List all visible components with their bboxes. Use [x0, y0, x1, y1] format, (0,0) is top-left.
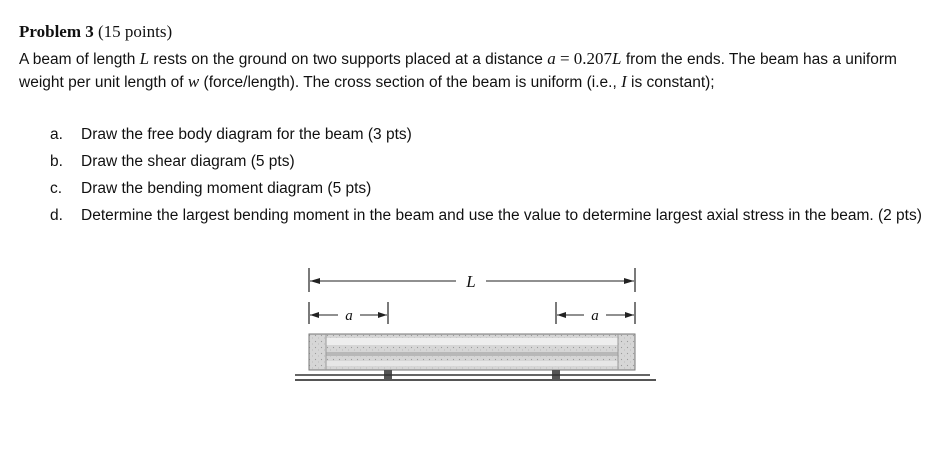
label-a-left: a [345, 308, 353, 324]
dimension-a-left [309, 302, 388, 324]
beam-highlight-bottom [326, 361, 618, 366]
task-marker: b. [50, 153, 63, 170]
task-marker: c. [50, 180, 63, 197]
problem-title [19, 22, 172, 42]
beam [309, 334, 635, 370]
statement-text-5: is constant); [626, 74, 715, 91]
beam-highlight-top [326, 338, 618, 345]
dimension-L [309, 268, 635, 292]
task-item-c [50, 175, 940, 202]
problem-statement [19, 48, 937, 94]
statement-text-2: rests on the ground on two supports placed at a distance [149, 51, 548, 68]
statement-text-3: from the ends. The beam has a uniform weight per unit length of [19, 51, 897, 91]
var-w: w [187, 72, 200, 91]
task-text: Draw the free body diagram for the beam (3 pts) [81, 126, 412, 143]
arrowhead-right [624, 278, 634, 284]
task-text: Draw the shear diagram (5 pts) [81, 153, 295, 170]
label-a-right: a [591, 308, 599, 324]
equation-value: = 0.207 [555, 49, 613, 68]
task-item-d [50, 202, 940, 229]
problem-heading: Problem 3 [19, 22, 94, 41]
beam-figure [290, 262, 662, 394]
task-marker: a. [50, 126, 63, 143]
arrowhead-a-right-1 [557, 312, 566, 318]
task-marker: d. [50, 207, 63, 224]
arrowhead-a-left-2 [378, 312, 387, 318]
statement-text-4: (force/length). The cross section of the beam is uniform (i.e., [199, 74, 622, 91]
arrowhead-a-left-1 [310, 312, 319, 318]
task-text: Draw the bending moment diagram (5 pts) [81, 180, 372, 197]
var-L-2: L [612, 49, 622, 68]
task-text: Determine the largest bending moment in the beam and use the value to determine largest axial stress in the beam. (2 pts) [81, 207, 922, 224]
var-L: L [139, 49, 150, 68]
arrowhead-left [310, 278, 320, 284]
arrowhead-a-right-2 [625, 312, 634, 318]
task-item-b [50, 148, 940, 175]
task-item-a [50, 121, 940, 148]
var-I: I [621, 72, 627, 91]
statement-text-1: A beam of length [19, 51, 140, 68]
problem-points: (15 points) [98, 22, 173, 41]
task-list [50, 121, 940, 229]
var-a: a [547, 49, 556, 68]
label-L: L [466, 272, 476, 291]
beam-stripe-middle [326, 352, 618, 356]
dimension-a-right [556, 302, 635, 324]
